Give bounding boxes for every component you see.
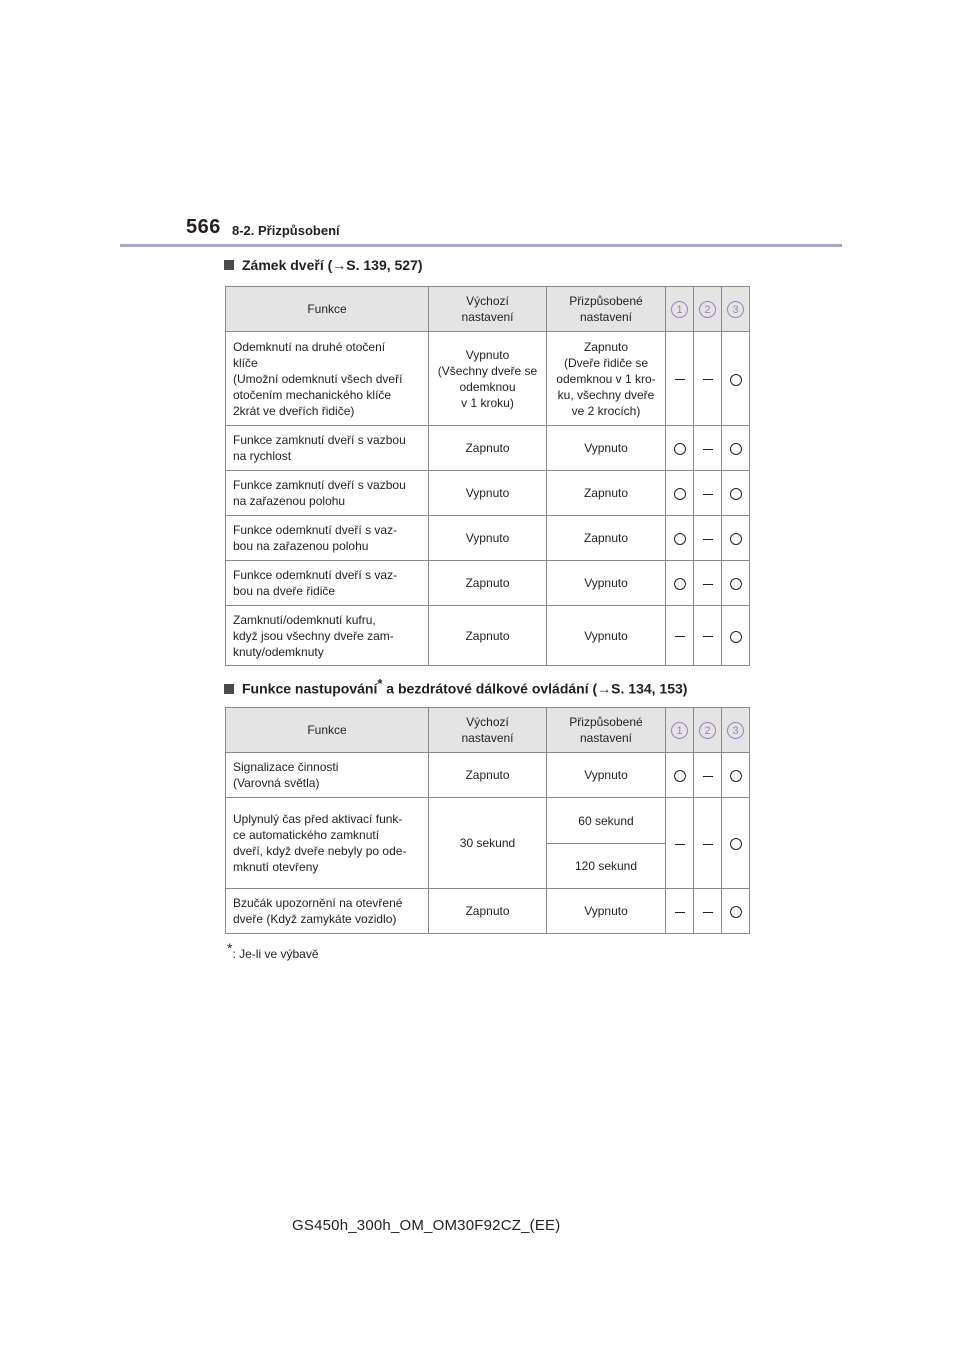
footnote: *: Je-li ve výbavě [227, 940, 319, 961]
cell-default: Zapnuto [429, 606, 547, 666]
cell-mark-2 [694, 332, 722, 426]
cell-custom: Vypnuto [547, 426, 666, 471]
cell-custom: Vypnuto [547, 753, 666, 798]
cell-default: Vypnuto (Všechny dveře se odemknou v 1 kroku) [429, 332, 547, 426]
cell-custom: Vypnuto [547, 561, 666, 606]
cell-mark-2 [694, 426, 722, 471]
square-bullet-icon [224, 684, 234, 694]
cell-mark-2 [694, 889, 722, 934]
table-row [226, 889, 750, 934]
cell-mark-2 [694, 561, 722, 606]
cell-mark-3 [722, 516, 750, 561]
cell-mark-2 [694, 753, 722, 798]
circle-mark-icon [730, 533, 742, 545]
cell-mark-3 [722, 606, 750, 666]
cell-default: Zapnuto [429, 426, 547, 471]
heading-entry-function: Funkce nastupování* a bezdrátové dálkové ovládání (→S. 134, 153) [224, 676, 687, 697]
circle-mark-icon [730, 906, 742, 918]
col-header-2 [694, 708, 722, 753]
circle-mark-icon [730, 374, 742, 386]
cell-function: Funkce zamknutí dveří s vazbou na rychlost [226, 426, 429, 471]
cell-function: Funkce zamknutí dveří s vazbou na zařazenou polohu [226, 471, 429, 516]
col-header-function: Funkce [226, 708, 429, 753]
cell-mark-3 [722, 753, 750, 798]
circle-mark-icon [674, 578, 686, 590]
cell-mark-1 [666, 516, 694, 561]
cell-mark-2 [694, 798, 722, 889]
dash-mark-icon [675, 636, 685, 637]
cell-default: Vypnuto [429, 516, 547, 561]
table-row [226, 561, 750, 606]
cell-custom: Vypnuto [547, 606, 666, 666]
cell-mark-1 [666, 332, 694, 426]
table-row [226, 332, 750, 426]
table-row [226, 471, 750, 516]
col-header-custom: Přizpůsobené nastavení [547, 287, 666, 332]
dash-mark-icon [675, 912, 685, 913]
dash-mark-icon [675, 844, 685, 845]
circle-mark-icon [730, 578, 742, 590]
col-header-3 [722, 708, 750, 753]
cell-default: Zapnuto [429, 889, 547, 934]
dash-mark-icon [703, 636, 713, 637]
cell-default: Zapnuto [429, 753, 547, 798]
circle-mark-icon [674, 488, 686, 500]
arrow-right-icon: → [597, 680, 612, 697]
table-row [226, 606, 750, 666]
cell-mark-1 [666, 889, 694, 934]
door-lock-table [225, 286, 750, 666]
cell-custom: Zapnuto [547, 471, 666, 516]
dash-mark-icon [703, 494, 713, 495]
dash-mark-icon [703, 844, 713, 845]
page-number: 566 [186, 216, 221, 238]
cell-function: Uplynulý čas před aktivací funk- ce automatického zamknutí dveří, když dveře nebyly po ode- mknutí otevřeny [226, 798, 429, 889]
document-id: GS450h_300h_OM_OM30F92CZ_(EE) [292, 1217, 561, 1234]
cell-mark-3 [722, 889, 750, 934]
cell-function: Signalizace činnosti (Varovná světla) [226, 753, 429, 798]
circle-mark-icon [674, 533, 686, 545]
dash-mark-icon [703, 912, 713, 913]
cell-mark-3 [722, 798, 750, 889]
cell-custom: Zapnuto (Dveře řidiče se odemknou v 1 kro- ku, všechny dveře ve 2 krocích) [547, 332, 666, 426]
circle-mark-icon [730, 443, 742, 455]
cell-mark-2 [694, 606, 722, 666]
col-header-1 [666, 708, 694, 753]
cell-mark-3 [722, 332, 750, 426]
circle-mark-icon [674, 443, 686, 455]
cell-custom: Vypnuto [547, 889, 666, 934]
table-row [226, 798, 750, 844]
col-header-custom: Přizpůsobené nastavení [547, 708, 666, 753]
circle-mark-icon [674, 770, 686, 782]
number-3-icon: 3 [727, 301, 744, 318]
col-header-1 [666, 287, 694, 332]
cell-default: Zapnuto [429, 561, 547, 606]
section-title: 8-2. Přizpůsobení [232, 223, 340, 238]
cell-mark-2 [694, 471, 722, 516]
cell-mark-3 [722, 561, 750, 606]
table-row [226, 516, 750, 561]
col-header-default: Výchozí nastavení [429, 287, 547, 332]
entry-function-table [225, 707, 750, 934]
cell-mark-1 [666, 561, 694, 606]
cell-mark-3 [722, 471, 750, 516]
cell-custom: Zapnuto [547, 516, 666, 561]
table-header-row [226, 287, 750, 332]
circle-mark-icon [730, 488, 742, 500]
circle-mark-icon [730, 770, 742, 782]
square-bullet-icon [224, 260, 234, 270]
dash-mark-icon [703, 776, 713, 777]
number-2-icon: 2 [699, 301, 716, 318]
circle-mark-icon [730, 838, 742, 850]
cell-default: 30 sekund [429, 798, 547, 889]
col-header-function: Funkce [226, 287, 429, 332]
dash-mark-icon [703, 539, 713, 540]
col-header-2 [694, 287, 722, 332]
cell-custom: 60 sekund [547, 798, 666, 844]
cell-mark-1 [666, 606, 694, 666]
cell-mark-2 [694, 516, 722, 561]
cell-default: Vypnuto [429, 471, 547, 516]
col-header-default: Výchozí nastavení [429, 708, 547, 753]
dash-mark-icon [703, 449, 713, 450]
header-rule [120, 244, 842, 247]
heading-door-lock: Zámek dveří (→S. 139, 527) [224, 257, 423, 273]
cell-custom: 120 sekund [547, 844, 666, 889]
cell-mark-1 [666, 798, 694, 889]
table-row [226, 753, 750, 798]
number-1-icon: 1 [671, 722, 688, 739]
cell-function: Zamknutí/odemknutí kufru, když jsou všechny dveře zam- knuty/odemknuty [226, 606, 429, 666]
circle-mark-icon [730, 631, 742, 643]
cell-mark-1 [666, 753, 694, 798]
table-row [226, 426, 750, 471]
number-1-icon: 1 [671, 301, 688, 318]
cell-mark-3 [722, 426, 750, 471]
cell-mark-1 [666, 471, 694, 516]
dash-mark-icon [703, 584, 713, 585]
col-header-3 [722, 287, 750, 332]
table-header-row [226, 708, 750, 753]
cell-function: Funkce odemknutí dveří s vaz- bou na dveře řidiče [226, 561, 429, 606]
cell-function: Funkce odemknutí dveří s vaz- bou na zařazenou polohu [226, 516, 429, 561]
cell-function: Bzučák upozornění na otevřené dveře (Když zamykáte vozidlo) [226, 889, 429, 934]
number-2-icon: 2 [699, 722, 716, 739]
dash-mark-icon [675, 379, 685, 380]
number-3-icon: 3 [727, 722, 744, 739]
dash-mark-icon [703, 379, 713, 380]
cell-mark-1 [666, 426, 694, 471]
arrow-right-icon: → [332, 257, 347, 273]
cell-function: Odemknutí na druhé otočení klíče (Umožní odemknutí všech dveří otočením mechanického klíče 2krát ve dveřích řidiče) [226, 332, 429, 426]
